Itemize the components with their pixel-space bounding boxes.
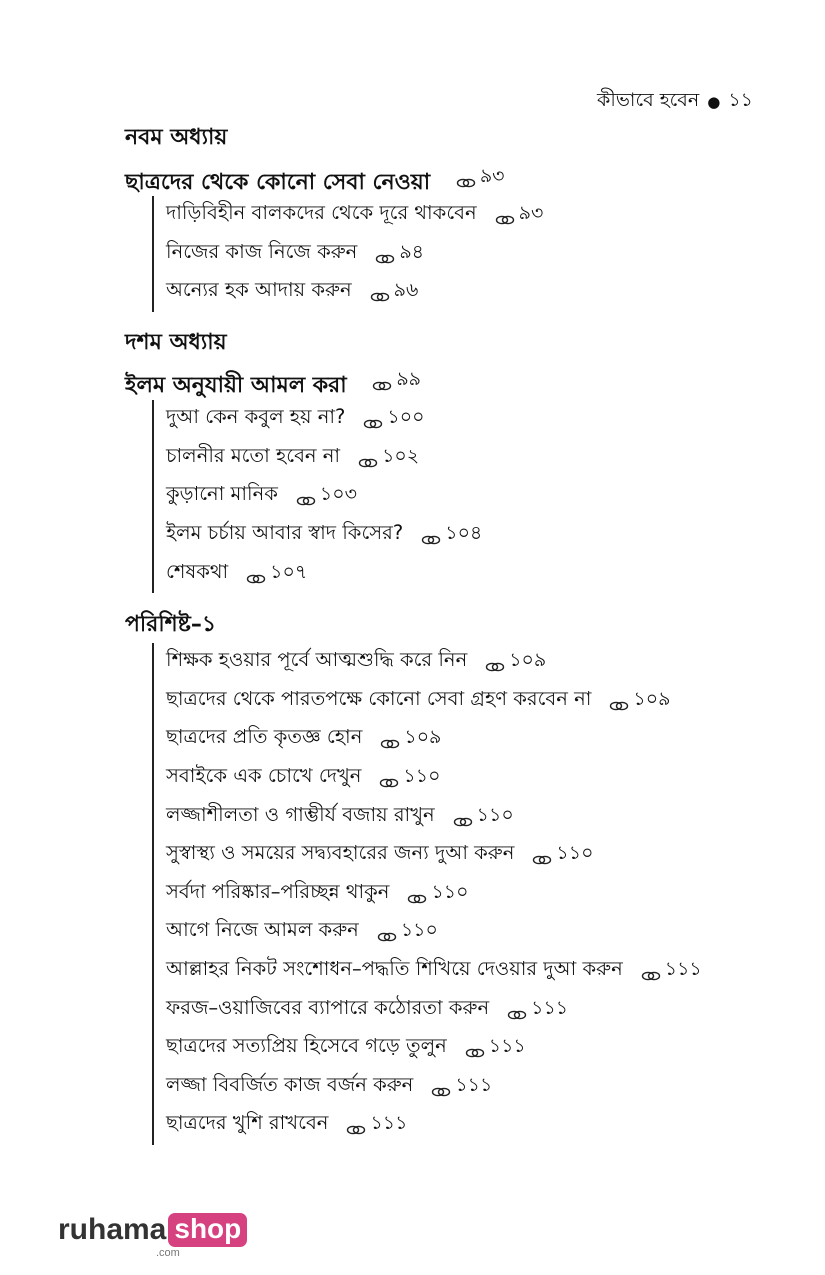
page-ref [507,994,568,1026]
entry-title: দুআ কেন কবুল হয় না? [166,405,346,429]
link-icon [407,888,427,900]
section-label: ছাত্রদের থেকে কোনো সেবা নেওয়া [125,170,431,195]
header-title: কীভাবে হবেন [597,89,700,111]
page-number: ১০৩ [319,483,357,506]
toc-entry[interactable] [166,196,543,235]
toc-entry[interactable] [166,477,482,516]
toc-entry[interactable] [166,273,543,312]
link-icon [379,772,399,784]
page-ref [456,162,505,194]
brand-shop-badge: shop [168,1213,247,1247]
entry-title: ছাত্রদের প্রতি কৃতজ্ঞ হোন [166,725,363,749]
page-ref [296,480,357,512]
chapter-title: দশম অধ্যায় [125,330,227,355]
page-ref [380,723,441,755]
toc-entry[interactable] [166,990,702,1029]
page-ref [532,839,593,871]
link-icon [485,656,505,668]
link-icon [377,926,397,938]
toc-entry[interactable] [166,439,482,478]
link-icon [370,286,390,298]
toc-entry[interactable] [166,952,702,991]
page-ref [379,762,440,794]
page-number: ১০৪ [445,522,483,545]
entry-title: লজ্জা বিবর্জিত কাজ বর্জন করুন [166,1072,414,1096]
entry-title: ছাত্রদের খুশি রাখবেন [166,1111,329,1135]
link-icon [495,209,515,221]
page-ref [363,403,424,435]
entry-title: সর্বদা পরিষ্কার–পরিচ্ছন্ন থাকুন [166,879,390,903]
entry-title: সুস্বাস্থ্য ও সময়ের সদ্ব্যবহারের জন্য দুআ করুন [166,841,515,865]
page-number: ১১১ [531,996,569,1019]
entry-title: ইলম চর্চায় আবার স্বাদ কিসের? [166,521,404,545]
page-number: ১১০ [403,765,441,788]
entry-group [152,643,702,1145]
entry-title: ছাত্রদের সত্যপ্রিয় হিসেবে গড়ে তুলুন [166,1034,447,1058]
page-number: ৯৬ [393,279,419,302]
toc-entry[interactable] [166,875,702,914]
page-number: ৯৯ [396,368,422,390]
page-ref [370,276,419,308]
page-number: ১১১ [488,1035,526,1058]
entry-title: শেষকথা [166,559,229,583]
page-number: ১০২ [382,444,420,467]
chapter-title: নবম অধ্যায় [125,125,228,150]
page-number: ৯৩ [479,165,505,187]
link-icon [456,172,476,184]
page-number: ১১১ [370,1112,408,1135]
page-number: ১০৯ [509,649,547,672]
link-icon [375,248,395,260]
toc-entry[interactable] [166,1106,702,1145]
page-number: ১০৭ [270,560,308,583]
link-icon [465,1042,485,1054]
page-number: ৯৪ [399,240,424,263]
toc-entry[interactable] [166,516,482,555]
entry-title: শিক্ষক হওয়ার পূর্বে আত্মশুদ্ধি করে নিন [166,648,468,672]
toc-entry[interactable] [166,913,702,952]
page-ref [641,955,702,987]
page-ref [465,1032,526,1064]
toc-entry[interactable] [166,235,543,274]
brand-domain: .com [156,1247,180,1259]
chapter-title: পরিশিষ্ট–১ [125,612,217,637]
brand-watermark [58,1213,247,1259]
link-icon [609,695,629,707]
link-icon [372,375,392,387]
link-icon [358,452,378,464]
toc-entry[interactable] [166,759,702,798]
page-number: ১১০ [476,803,514,826]
link-icon [532,849,552,861]
page-ref [407,878,468,910]
page-ref [495,199,544,231]
link-icon [346,1119,366,1131]
page-number: ১১১ [664,958,702,981]
page-ref [375,238,424,270]
link-icon [641,965,661,977]
page-ref [377,916,438,948]
entry-title: দাড়িবিহীন বালকদের থেকে দূরে থাকবেন [166,201,477,225]
section-title [125,365,421,405]
entry-title: অন্যের হক আদায় করুন [166,278,352,302]
toc-entry[interactable] [166,836,702,875]
page-number: ১১০ [431,880,469,903]
link-icon [431,1081,451,1093]
section-label: ইলম অনুযায়ী আমল করা [125,373,347,398]
entry-title: ছাত্রদের থেকে পারতপক্ষে কোনো সেবা গ্রহণ করবেন না [166,686,592,710]
page-ref [421,519,482,551]
page-ref [609,685,670,717]
toc-entry[interactable] [166,797,702,836]
page-ref [358,442,419,474]
link-icon [363,413,383,425]
link-icon [296,490,316,502]
entry-title: লজ্জাশীলতা ও গাম্ভীর্য বজায় রাখুন [166,802,435,826]
bullet-icon: ● [707,93,721,111]
entry-title: আগে নিজে আমল করুন [166,918,359,942]
page-number: ১০৯ [404,726,442,749]
page-number: ৯৩ [518,202,544,225]
toc-entry[interactable] [166,554,482,593]
toc-entry[interactable] [166,1068,702,1107]
header-page-number: ১১ [728,89,753,111]
entry-title: আল্লাহর নিকট সংশোধন–পদ্ধতি শিখিয়ে দেওয়ার দুআ করুন [166,957,623,981]
toc-entry[interactable] [166,682,702,721]
page-ref [485,646,546,678]
page-ref [346,1109,407,1141]
page-number: ১১০ [556,842,594,865]
link-icon [246,568,266,580]
page-number: ১০০ [387,406,425,429]
page-number: ১০৯ [633,687,671,710]
link-icon [421,529,441,541]
page-ref [246,558,307,590]
toc-entry[interactable] [166,643,702,682]
link-icon [507,1004,527,1016]
entry-title: ফরজ–ওয়াজিবের ব্যাপারে কঠোরতা করুন [166,995,490,1019]
page-ref [453,801,514,833]
page-ref [372,365,421,397]
page-number: ১১০ [400,919,438,942]
entry-title: নিজের কাজ নিজে করুন [166,239,358,263]
link-icon [453,811,473,823]
entry-group [152,400,482,593]
brand-name: ruhama [58,1213,167,1246]
running-header [597,86,753,118]
entry-group [152,196,543,312]
toc-entry[interactable] [166,400,482,439]
page-ref [431,1071,492,1103]
link-icon [380,733,400,745]
page-number: ১১১ [455,1073,493,1096]
entry-title: চালনীর মতো হবেন না [166,443,341,467]
entry-title: সবাইকে এক চোখে দেখুন [166,764,362,788]
toc-entry[interactable] [166,1029,702,1068]
toc-entry[interactable] [166,720,702,759]
entry-title: কুড়ানো মানিক [166,482,278,506]
